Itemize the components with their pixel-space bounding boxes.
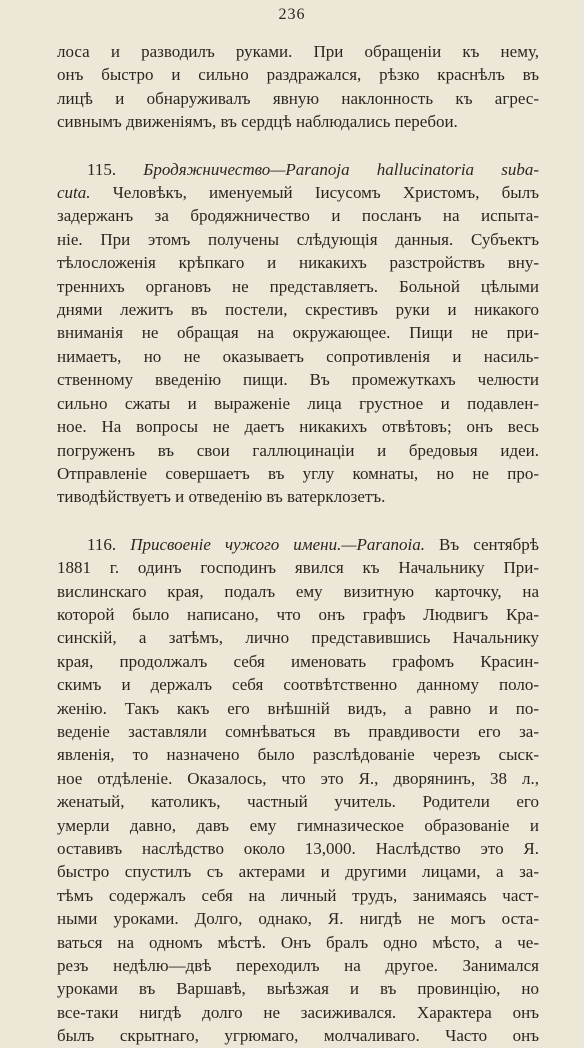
text-line: былъ скрытнаго, угрюмаго, молчаливаго. Часто онъ [57, 1026, 539, 1046]
text-line: умерли давно, давъ ему гимназическое образованіе и [57, 815, 539, 835]
text-line: вислинскаго края, подалъ ему визитную карточку, на [57, 581, 539, 601]
section-title: Бродяжничество—Paranoja hallucinatoria suba- [143, 159, 539, 179]
text-line: женію. Такъ какъ его внѣшній видъ, а равно и по- [57, 698, 539, 718]
section-number: 115. [87, 159, 117, 179]
text-line: ніе. При этомъ получены слѣдующія данныя. Субъектъ [57, 229, 539, 249]
text-line-rest: Въ сентябрѣ [439, 534, 540, 554]
text-line: Отправленіе совершаетъ въ углу комнаты, но не про- [57, 463, 539, 483]
text-line: уроками въ Варшавѣ, выѣзжая и въ провинцію, но [57, 979, 539, 999]
text-line: тѣлосложенія крѣпкаго и никакихъ разстройствъ вну- [57, 253, 539, 273]
text-line: 1881 г. одинъ господинъ явился къ Начальнику При- [57, 558, 539, 578]
text-line: сивнымъ движеніямъ, въ сердцѣ наблюдались перебои. [57, 112, 458, 132]
text-line: днями лежитъ въ постели, скрестивъ руки и никакого [57, 300, 539, 320]
text-line: сильно сжаты и выраженіе лица грустное и подавлен- [57, 393, 539, 413]
text-line: онъ быстро и сильно раздражался, рѣзко краснѣлъ въ [57, 65, 539, 85]
text-line: тѣмъ содержалъ себя на личный трудъ, занимаясь част- [57, 885, 539, 905]
text-line: синскій, а затѣмъ, лично представившись Начальнику [57, 628, 539, 648]
section-heading-line [57, 533, 539, 556]
text-line: скимъ и держалъ себя соотвѣтственно данному поло- [57, 675, 539, 695]
paragraph-continuation [57, 40, 539, 134]
text-line: края, продолжалъ себя именовать графомъ Красин- [57, 651, 539, 671]
text-line: все-таки нигдѣ долго не засиживался. Характера онъ [57, 1002, 539, 1022]
text-line: нимаетъ, но не оказываетъ сопротивленія и насиль- [57, 346, 539, 366]
page-text [57, 40, 539, 1048]
text-line: явленія, то назначено было разслѣдованіе черезъ сыск- [57, 745, 539, 765]
text-line: веденіе заставляли сомнѣваться въ правдивости его за- [57, 721, 539, 741]
paragraph-115 [57, 158, 539, 509]
text-line: тиводѣйствуетъ и отведенію въ ватерклозетъ. [57, 487, 386, 507]
text-line: ными уроками. Долго, однако, Я. нигдѣ не могъ оста- [57, 909, 539, 929]
text-line-rest: Человѣкъ, именуемый Іисусомъ Христомъ, былъ [112, 183, 539, 203]
text-line: лоса и разводилъ руками. При обращеніи къ нему, [57, 42, 539, 61]
text-line: лицѣ и обнаруживалъ явную наклонность къ агрес- [57, 88, 539, 108]
page-number: 236 [278, 6, 306, 23]
text-line: задержанъ за бродяжничество и посланъ на испыта- [57, 206, 539, 226]
text-line: погруженъ въ свои галлюцинаціи и бредовыя идеи. [57, 440, 539, 460]
text-line: оставивъ наслѣдство около 13,000. Наслѣдство это Я. [57, 839, 539, 858]
section-title: Присвоеніе чужого имени.—Paranoia. [130, 534, 425, 554]
text-line: которой было написано, что онъ графъ Людвигъ Кра- [57, 604, 539, 624]
text-line: ное. На вопросы не даетъ никакихъ отвѣтовъ; онъ весь [57, 417, 539, 437]
text-line [57, 181, 539, 204]
text-line: вниманія не обращая на окружающее. Пищи не при- [57, 323, 539, 343]
paragraph-116 [57, 533, 539, 1048]
text-line: ваться на одномъ мѣстѣ. Онъ бралъ одно мѣсто, а че- [57, 932, 539, 952]
text-line: ственному введенію пищи. Въ промежуткахъ челюсти [57, 370, 539, 390]
text-line: резъ недѣлю—двѣ переходилъ на другое. Занимался [57, 956, 539, 976]
text-line: женатый, католикъ, частный учитель. Родители его [57, 792, 539, 812]
section-number: 116. [87, 534, 117, 554]
text-line: треннихъ органовъ не представляетъ. Больной цѣлыми [57, 276, 539, 296]
text-line: ное отдѣленіе. Оказалось, что это Я., дворянинъ, 38 л., [57, 768, 539, 788]
text-line: быстро спустилъ съ актерами и другими лицами, а за- [57, 862, 539, 882]
section-heading-line [57, 158, 539, 181]
section-title-continuation: cuta. [57, 183, 91, 203]
